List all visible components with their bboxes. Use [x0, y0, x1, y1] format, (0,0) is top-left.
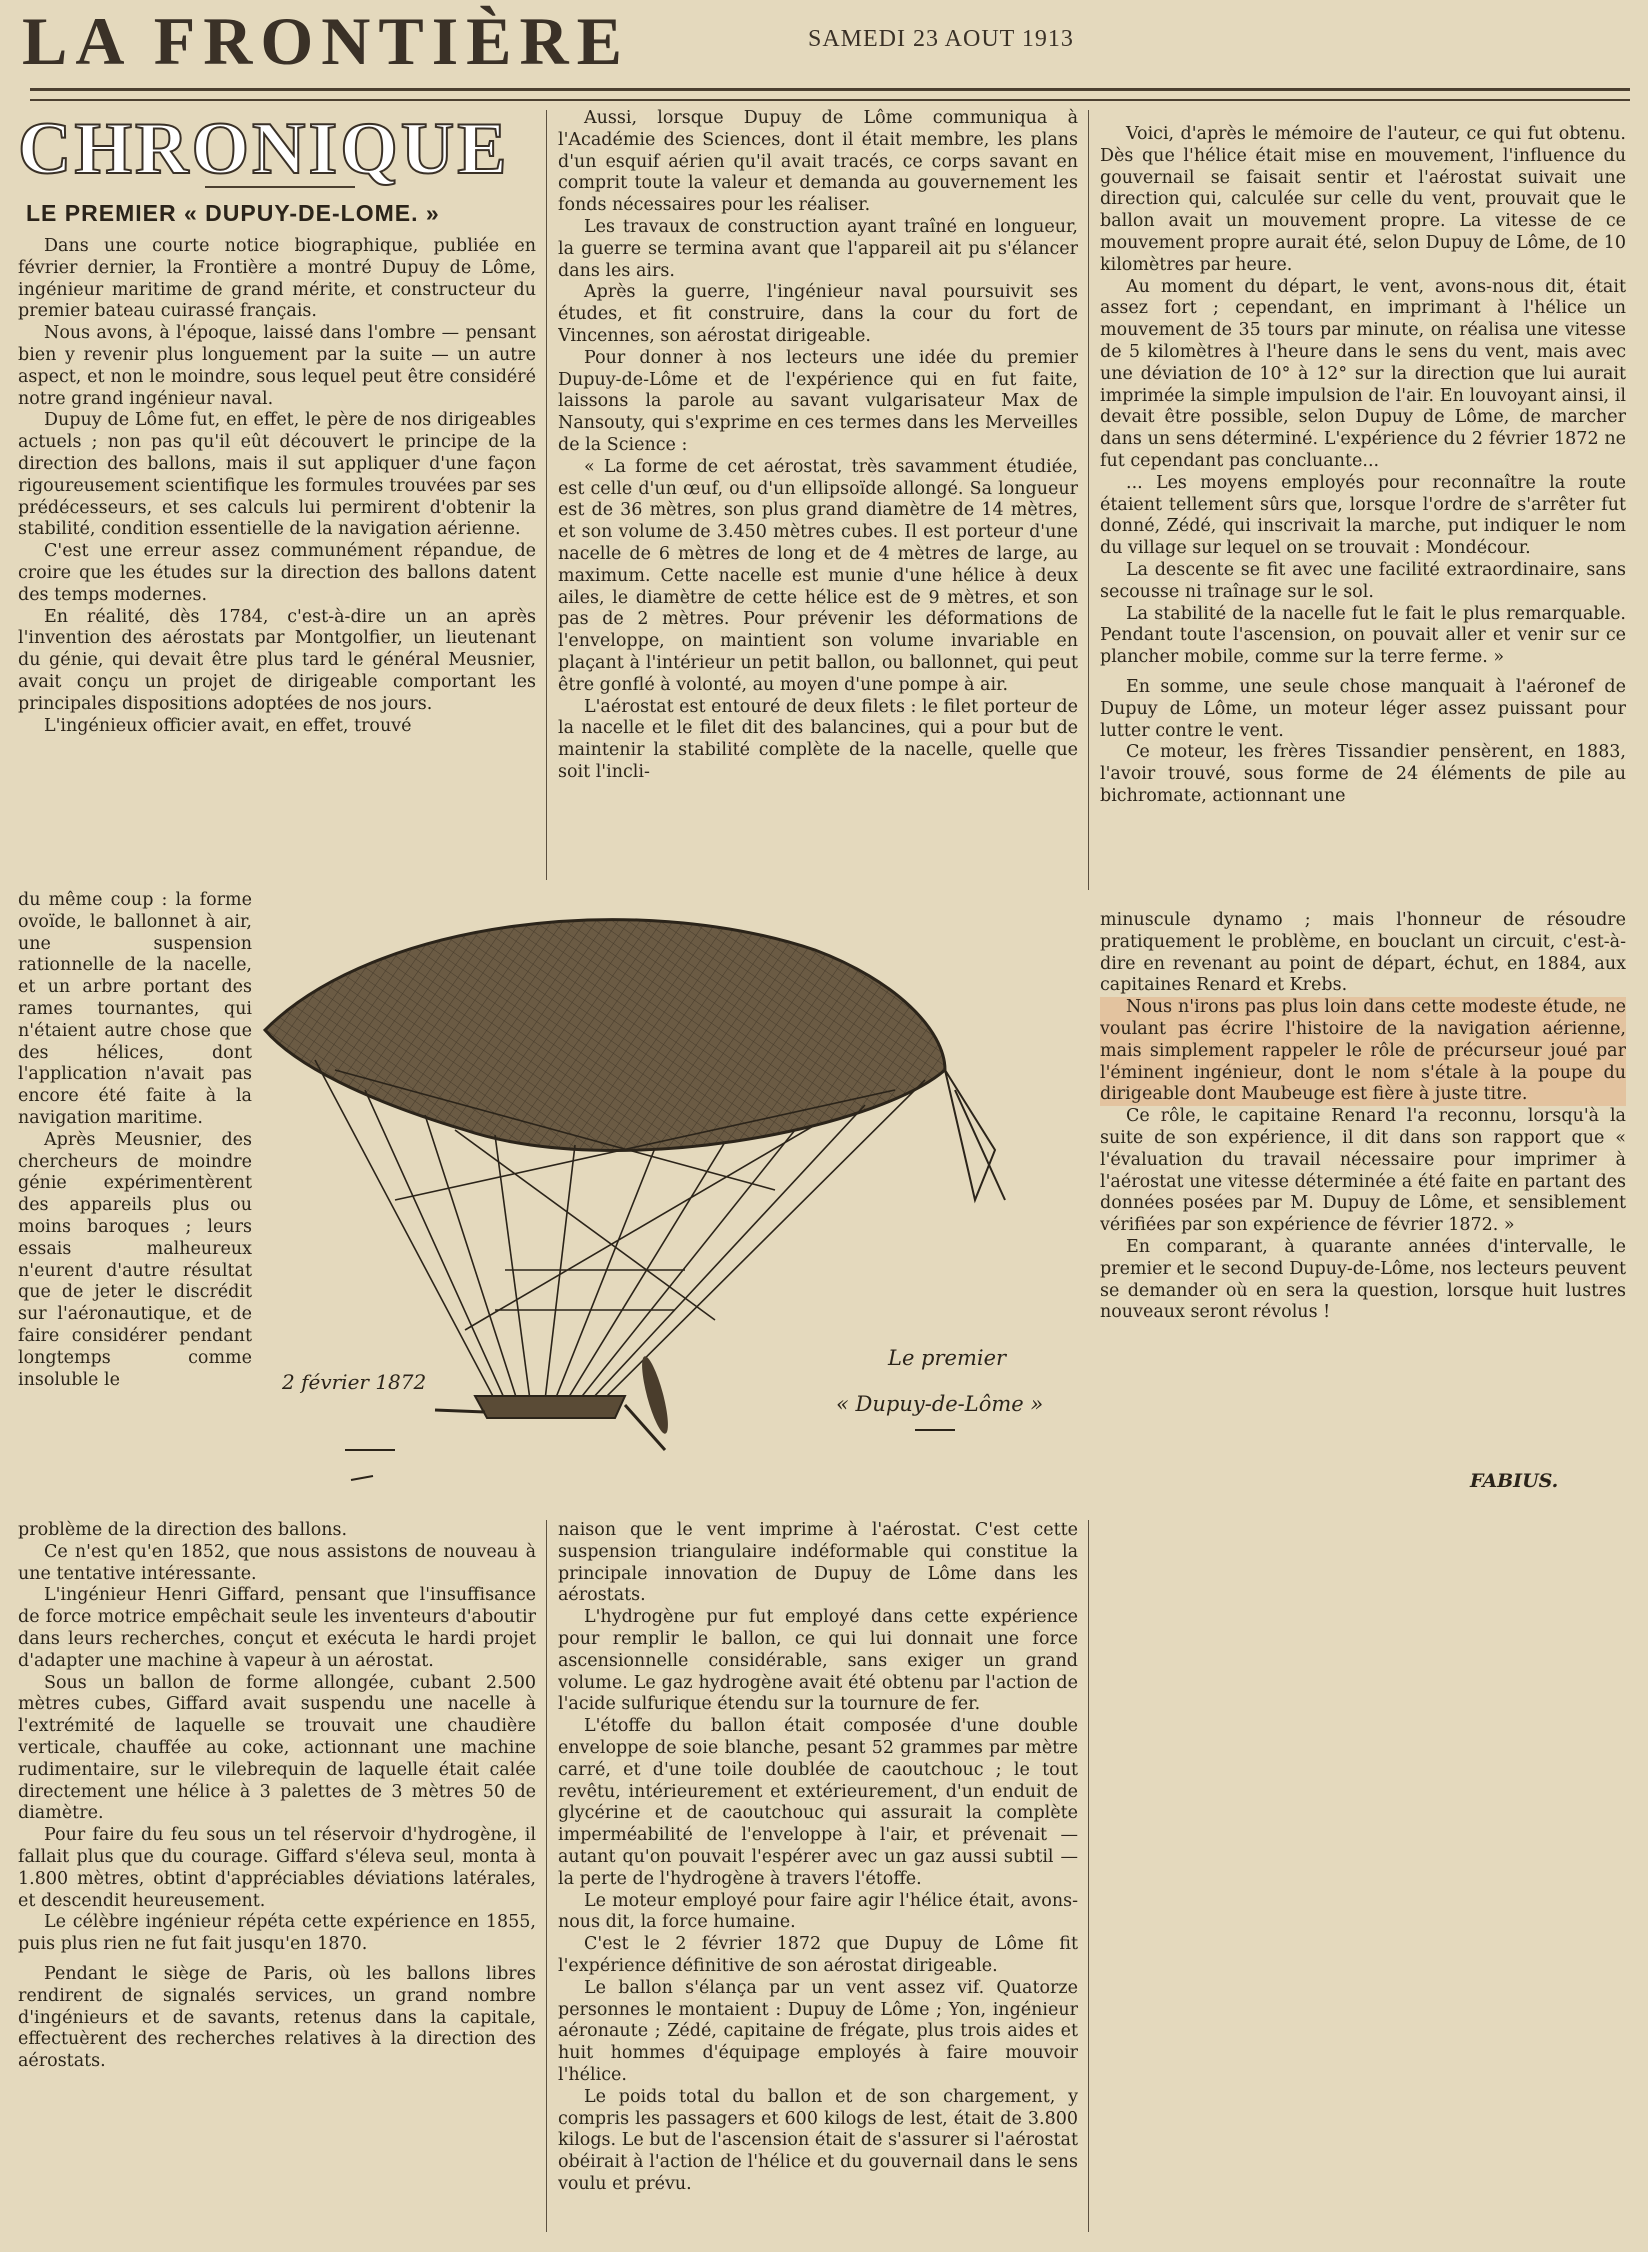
paragraph: Pendant le siège de Paris, où les ballons libres rendirent de signalés services, un grand nombre d'ingénieurs et de savants, retenus dans la capitale, effectuèrent des recherches relatives à la direction des aérostats.	[18, 1963, 536, 2072]
paragraph: Ce rôle, le capitaine Renard l'a reconnu, lorsqu'à la suite de son expérience, il dit dans son rapport que « l'évaluation du travail nécessaire pour imprimer à l'aérostat une vitesse déterminée a été faite en partant des données posées par M. Dupuy de Lôme, et sensiblement vérifiées par son expérience de février 1872. »	[1100, 1106, 1626, 1236]
masthead-title: LA FRONTIÈRE	[22, 3, 630, 79]
paragraph: Voici, d'après le mémoire de l'auteur, ce qui fut obtenu. Dès que l'hélice était mise en mouvement, l'influence du gouvernail se faisait sentir et l'aérostat suivait une direction qui, calculée sur celle du vent, prouvait que le ballon avait un mouvement propre. La vitesse de ce mouvement propre aurait été, selon Dupuy de Lôme, de 10 kilomètres par heure.	[1100, 124, 1626, 275]
column-rule	[546, 110, 547, 880]
illustration-caption-line-1: Le premier	[888, 1346, 1007, 1370]
paragraph: Le célèbre ingénieur répéta cette expérience en 1855, puis plus rien ne fut fait jusqu'en 1870.	[18, 1912, 536, 1955]
column-1-bottom	[18, 1520, 536, 2232]
paragraph: L'hydrogène pur fut employé dans cette expérience pour remplir le ballon, ce qui lui donnait une force ascensionnelle considérable, sans exiger un grand volume. Le gaz hydrogène avait été obtenu par l'action de l'acide sulfurique étendu sur la tournure de fer.	[558, 1607, 1078, 1715]
column-rule	[1088, 1520, 1089, 2232]
paragraph: En réalité, dès 1784, c'est-à-dire un an après l'invention des aérostats par Montgolfier, un lieutenant du génie, qui devait être plus tard le général Meusnier, avait conçu un projet de dirigeable comportant les principales dispositions adoptées de nos jours.	[18, 606, 536, 714]
paragraph: En somme, une seule chose manquait à l'aéronef de Dupuy de Lôme, un moteur léger assez puissant pour lutter contre le vent.	[1100, 676, 1626, 741]
paragraph: L'ingénieux officier avait, en effet, trouvé	[44, 715, 412, 736]
section-rule	[205, 186, 355, 188]
paragraph: du même coup : la forme ovoïde, le ballonnet à air, une suspension rationnelle de la nacelle, et un arbre portant des rames tournantes, qui n'étaient autre chose que des hélices, dont l'application n'avait pas encore été faite à la navigation maritime.	[18, 890, 252, 1128]
paragraph: Ce n'est qu'en 1852, que nous assistons de nouveau à une tentative intéressante.	[18, 1541, 536, 1584]
paragraph: L'ingénieur Henri Giffard, pensant que l'insuffisance de force motrice empêchait seule les inventeurs d'aboutir dans leurs recherches, conçut et exécuta le hardi projet d'adapter une machine à vapeur à un aérostat.	[18, 1585, 536, 1671]
paragraph: Pour donner à nos lecteurs une idée du premier Dupuy-de-Lôme et de l'expérience qui en fut faite, laissons la parole au savant vulgarisateur Max de Nansouty, qui s'exprime en ces termes dans les Merveilles de la Science :	[558, 347, 1078, 455]
illustration-date-caption: 2 février 1872	[282, 1370, 427, 1394]
paragraph: C'est une erreur assez communément répandue, de croire que les études sur la direction des ballons datent des temps modernes.	[18, 541, 536, 605]
paragraph: problème de la direction des ballons.	[18, 1520, 348, 1540]
paragraph: Aussi, lorsque Dupuy de Lôme communiqua à l'Académie des Sciences, dont il était membre, les plans d'un esquif aérien qu'il avait tracés, ce corps savant en comprit toute la valeur et demanda au gouvernement les fonds nécessaires pour les réaliser.	[558, 108, 1078, 216]
paragraph: L'aérostat est entouré de deux filets : le filet porteur de la nacelle et le filet dit des balancines, qui a pour but de maintenir la stabilité complète de la nacelle, quelle que soit l'incli-	[558, 696, 1078, 782]
paragraph: naison que le vent imprime à l'aérostat. C'est cette suspension triangulaire indéformable qui constitue la principale innovation de Dupuy de Lôme dans les aérostats.	[558, 1520, 1078, 1606]
paragraph: minuscule dynamo ; mais l'honneur de résoudre pratiquement le problème, en bouclant un circuit, c'est-à-dire en revenant au point de départ, échut, en 1884, aux capitaines Renard et Krebs.	[1100, 910, 1626, 996]
rudder	[945, 1070, 1005, 1200]
paragraph: Sous un ballon de forme allongée, cubant 2.500 mètres cubes, Giffard avait suspendu une nacelle à l'extrémité de laquelle se trouvait une chaudière verticale, chauffée au coke, actionnant une machine rudimentaire, sur le vilebrequin de laquelle était calée directement une hélice à 3 palettes de 3 mètres 50 de diamètre.	[18, 1672, 536, 1824]
paragraph: En comparant, à quarante années d'intervalle, le premier et le second Dupuy-de-Lôme, nos lecteurs peuvent se demander où en sera la question, lorsque huit lustres nouveaux seront révolus !	[1100, 1236, 1626, 1323]
paragraph: Nous n'irons pas plus loin dans cette modeste étude, ne voulant pas écrire l'histoire de la navigation aérienne, mais simplement rappeler le rôle de précurseur joué par l'éminent ingénieur, dont le nom s'étale à la poupe du dirigeable dont Maubeuge est fière à juste titre.	[1100, 997, 1626, 1105]
masthead-rule	[30, 88, 1630, 101]
section-title: CHRONIQUE	[18, 108, 510, 190]
paragraph: Dupuy de Lôme fut, en effet, le père de nos dirigeables actuels ; non pas qu'il eût découvert le principe de la direction des ballons, mais il sut appliquer d'une façon rigoureusement scientifique les formules trouvées par ses prédécesseurs, et ses calculs lui permirent d'obtenir la stabilité, condition essentielle de la navigation aérienne.	[18, 410, 536, 540]
article-headline: LE PREMIER « DUPUY-DE-LOME. »	[26, 200, 440, 226]
column-3-bottom	[1100, 910, 1626, 1466]
paragraph: ... Les moyens employés pour reconnaître la route étaient tellement sûrs que, lorsque l'ordre de s'arrêter fut donné, Zédé, qui inscrivait la marche, put indiquer le nom du village sur lequel on se trouvait : Mondécour.	[1100, 472, 1626, 559]
column-2-bottom	[558, 1520, 1078, 2232]
column-2-top	[558, 108, 1078, 882]
column-rule	[1088, 110, 1089, 890]
paragraph: Le ballon s'élança par un vent assez vif. Quatorze personnes le montaient : Dupuy de Lôme ; Yon, ingénieur aéronaute ; Zédé, capitaine de frégate, plus trois aides et huit hommes d'équipage employés à faire mouvoir l'hélice.	[558, 1977, 1078, 2085]
paragraph: La descente se fit avec une facilité extraordinaire, sans secousse ni traînage sur le sol.	[1100, 559, 1626, 602]
paragraph: Après la guerre, l'ingénieur naval poursuivit ses études, et fit construire, dans la cour du fort de Vincennes, son aérostat dirigeable.	[558, 282, 1078, 346]
paragraph: Ce moteur, les frères Tissandier pensèrent, en 1883, l'avoir trouvé, sous forme de 24 éléments de pile au bichromate, actionnant une	[1100, 742, 1626, 806]
column-1-top	[18, 236, 536, 886]
paragraph: « La forme de cet aérostat, très savamment étudiée, est celle d'un œuf, ou d'un ellipsoïde allongé. Sa longueur est de 36 mètres, son plus grand diamètre de 14 mètres, et son volume de 3.450 mètres cubes. Il est porteur d'une nacelle de 6 mètres de long et de 4 mètres de large, au maximum. Cette nacelle est munie d'une hélice à deux ailes, le diamètre de cette hélice est de 9 mètres, et son pas de 2 mètres. Pour prévenir les déformations de l'enveloppe, on maintient son volume invariable en plaçant à l'intérieur un petit ballon, ou ballonnet, qui peut être gonflé à volonté, au moyen d'une pompe à air.	[558, 456, 1078, 695]
paragraph: L'étoffe du ballon était composée d'une double enveloppe de soie blanche, pesant 52 grammes par mètre carré, et d'une toile doublée de caoutchouc ; le tout revêtu, intérieurement et extérieurement, d'un enduit de glycérine et de caoutchouc qui assurait la complète imperméabilité de l'enveloppe à l'air, et prévenait — autant qu'on pouvait l'espérer avec un gaz aussi subtil — la perte de l'hydrogène à travers l'étoffe.	[558, 1716, 1078, 1889]
paragraph: Les travaux de construction ayant traîné en longueur, la guerre se termina avant que l'appareil ait pu s'élancer dans les airs.	[558, 216, 1078, 281]
issue-date: SAMEDI 23 AOUT 1913	[808, 26, 1074, 52]
paragraph: Pour faire du feu sous un tel réservoir d'hydrogène, il fallait plus que du courage. Giffard s'éleva seul, monta à 1.800 mètres, obtint d'appréciables déviations latérales, et descendit heureusement.	[18, 1825, 536, 1911]
column-1-narrow	[18, 890, 252, 1530]
illustration-caption-line-2: « Dupuy-de-Lôme »	[836, 1392, 1044, 1416]
paragraph: Le poids total du ballon et de son chargement, y compris les passagers et 600 kilogs de lest, était de 3.800 kilogs. Le but de l'ascension était de s'assurer si l'aérostat obéirait à l'action de l'hélice et du gouvernail dans le sens voulu et prévu.	[558, 2086, 1078, 2194]
column-rule	[546, 1520, 547, 2232]
paragraph: Nous avons, à l'époque, laissé dans l'ombre — pensant bien y revenir plus longuement par la suite — un autre aspect, et non le moindre, sous lequel peut être considéré notre grand ingénieur naval.	[18, 323, 536, 409]
balloon-envelope	[265, 920, 945, 1151]
column-3-top	[1100, 124, 1626, 894]
paragraph: Au moment du départ, le vent, avons-nous dit, était assez fort ; cependant, en imprimant à l'hélice un mouvement de 35 tours par minute, on réalisa une vitesse de 5 kilomètres à l'heure dans le sens du vent, mais avec une déviation de 10° à 12° sur la direction que lui aurait imprimée la simple impulsion de l'air. En louvoyant ainsi, il devait être possible, selon Dupuy de Lôme, de marcher dans un sens déterminé. L'expérience du 2 février 1872 ne fut cependant pas concluante...	[1100, 276, 1626, 471]
paragraph: C'est le 2 février 1872 que Dupuy de Lôme fit l'expérience définitive de son aérostat dirigeable.	[558, 1934, 1078, 1976]
paragraph: La stabilité de la nacelle fut le fait le plus remarquable. Pendant toute l'ascension, on pouvait aller et venir sur ce plancher mobile, comme sur la terre ferme. »	[1100, 603, 1626, 668]
paragraph: Le moteur employé pour faire agir l'hélice était, avons-nous dit, la force humaine.	[558, 1890, 1078, 1933]
paragraph: Après Meusnier, des chercheurs de moindre génie expérimentèrent des appareils plus ou moins baroques ; leurs essais malheureux n'eurent d'autre résultat que de jeter le discrédit sur l'aéronautique, et de faire considérer pendant longtemps comme insoluble le	[18, 1129, 252, 1390]
paragraph: Dans une courte notice biographique, publiée en février dernier, la Frontière a montré Dupuy de Lôme, ingénieur maritime de grand mérite, et constructeur du premier bateau cuirassé français.	[18, 236, 536, 322]
author-signature: FABIUS.	[1470, 1470, 1559, 1492]
